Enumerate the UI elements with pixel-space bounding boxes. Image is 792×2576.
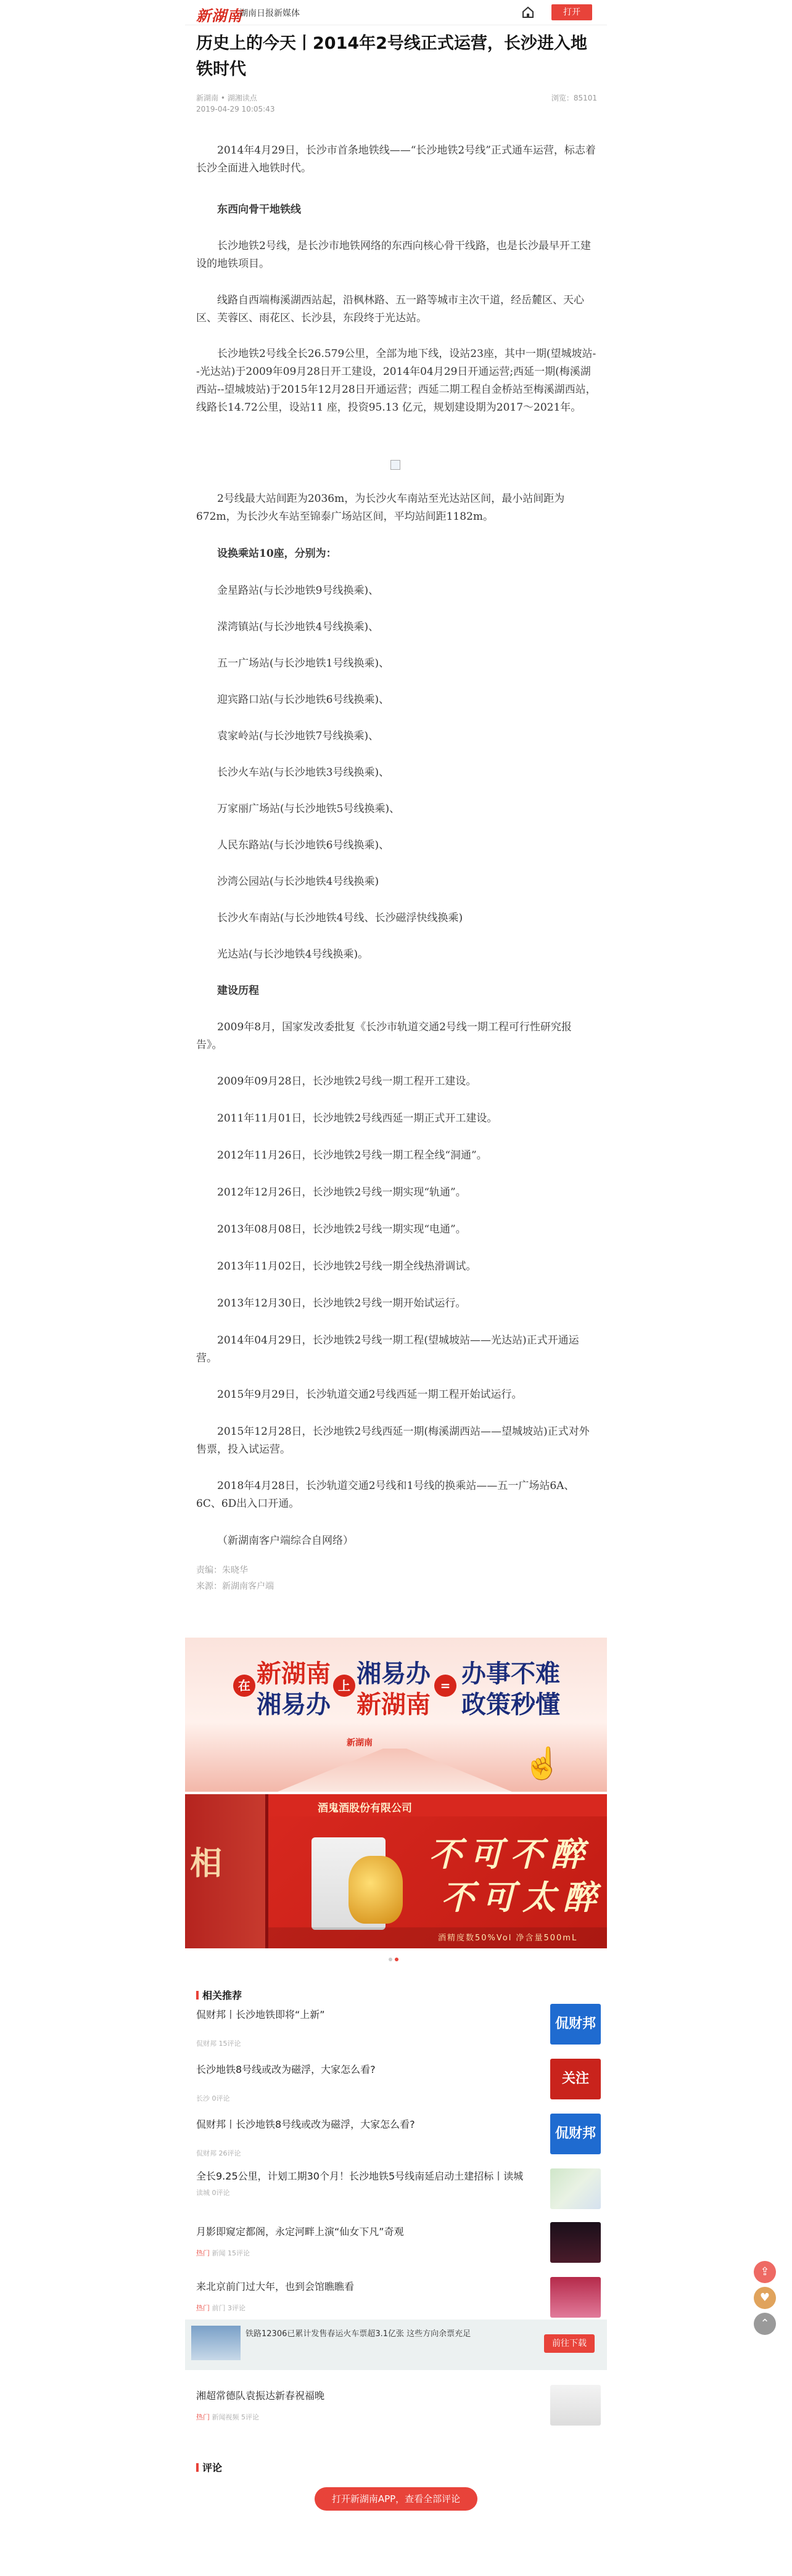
history-item: 2011年11月01日，长沙地铁2号线西延一期正式开工建设。 (217, 1112, 498, 1125)
station-item: 人民东路站(与长沙地铁6号线换乘)、 (217, 839, 390, 851)
related-meta: 侃财邦 26评论 (196, 2149, 241, 2157)
banner-footer-text: 酒精度数50%Vol 净含量500mL (438, 1934, 578, 1943)
station-item: 长沙火车南站(与长沙地铁4号线、长沙磁浮快线换乘) (217, 912, 463, 924)
subheading: 设换乘站10座，分别为： (217, 548, 337, 560)
related-thumbnail[interactable] (550, 2004, 601, 2045)
history-item: 2015年12月28日，长沙地铁2号线西延一期(梅溪湖西站——望城坡站)正式对外售票，投入试运营。 (196, 1425, 590, 1456)
station-item: 光达站(与长沙地铁4号线换乘)。 (217, 948, 369, 961)
related-meta: 读城 0评论 (196, 2189, 230, 2197)
related-meta: 侃财邦 15评论 (196, 2040, 241, 2048)
banner-logo: 新湖南 (347, 1738, 373, 1748)
banner-side-char: 相 (190, 1845, 223, 1882)
history-item: 2012年12月26日，长沙地铁2号线一期实现“轨通”。 (217, 1186, 466, 1199)
related-title[interactable]: 全长9.25公里，计划工期30个月！长沙地铁5号线南延启动土建招标丨读城 (196, 2170, 524, 2182)
station-item: 五一广场站(与长沙地铁1号线换乘)、 (217, 657, 390, 670)
related-meta-text: 新闻 15评论 (212, 2249, 250, 2257)
promo-thumbnail (191, 2326, 241, 2360)
related-meta (196, 2303, 542, 2313)
liquor-jar-image (349, 1856, 403, 1924)
related-title[interactable]: 侃财邦丨长沙地铁8号线或改为磁浮，大家怎么看? (196, 2119, 415, 2130)
related-thumbnail[interactable] (550, 2222, 601, 2263)
closing-note: （新湖南客户端综合自网络） (217, 1535, 353, 1547)
app-promo-bar[interactable] (185, 2320, 607, 2370)
comments-heading: 评论 (196, 2460, 222, 2474)
view-comments-button[interactable]: 打开新湖南APP，查看全部评论 (315, 2487, 477, 2511)
station-item: 沙湾公园站(与长沙地铁4号线换乘) (217, 876, 379, 888)
hot-badge: 热门 (196, 2304, 210, 2312)
home-icon[interactable] (521, 6, 535, 19)
open-app-button[interactable]: 打开 (551, 4, 592, 20)
history-item: 2009年8月，国家发改委批复《长沙市轨道交通2号线一期工程可行性研究报告》。 (196, 1021, 572, 1051)
company-name: 酒鬼酒股份有限公司 (318, 1802, 412, 1815)
map-thumbnail[interactable] (550, 2168, 601, 2209)
related-thumbnail[interactable] (550, 2114, 601, 2154)
history-item: 2013年12月30日，长沙地铁2号线一期开始试运行。 (217, 1297, 466, 1310)
slogan-line: 不可太醉 (441, 1877, 604, 1917)
related-item[interactable] (196, 2169, 542, 2197)
related-title[interactable]: 侃财邦丨长沙地铁即将“上新” (196, 2009, 325, 2020)
paragraph: 长沙地铁2号线，是长沙市地铁网络的东西向核心骨干线路，也是长沙最早开工建设的地铁项目。 (196, 240, 591, 270)
related-thumbnail[interactable] (550, 2385, 601, 2426)
carousel-dot-active[interactable] (395, 1958, 398, 1961)
station-item: 溁湾镇站(与长沙地铁4号线换乘)、 (217, 621, 379, 633)
thumb-label: 侃财邦 (555, 2016, 596, 2032)
article-title: 历史上的今天丨2014年2号线正式运营，长沙进入地铁时代 (196, 34, 587, 79)
paragraph: 2014年4月29日，长沙市首条地铁线——“长沙地铁2号线”正式通车运营，标志着长沙全面进入地铁时代。 (196, 144, 596, 174)
subheading: 建设历程 (217, 985, 259, 997)
related-meta: 长沙 0评论 (196, 2094, 230, 2102)
history-item: 2018年4月28日，长沙轨道交通2号线和1号线的换乘站——五一广场站6A、6C、6D出入口开通。 (196, 1480, 575, 1510)
banner-text: 政策秒懂 (461, 1691, 560, 1719)
related-heading: 相关推荐 (196, 1988, 242, 2002)
share-icon[interactable]: ⇪ (754, 2261, 776, 2283)
subheading: 东西向骨干地铁线 (217, 203, 301, 216)
station-item: 长沙火车站(与长沙地铁3号线换乘)、 (217, 766, 390, 779)
history-item: 2015年9月29日，长沙轨道交通2号线西延一期工程开始试运行。 (217, 1388, 522, 1401)
broken-image-icon (390, 460, 400, 470)
related-title[interactable]: 长沙地铁8号线或改为磁浮，大家怎么看? (196, 2064, 376, 2075)
ad-banner-xiangyiban[interactable] (185, 1638, 607, 1792)
history-item: 2013年08月08日，长沙地铁2号线一期实现“电通”。 (217, 1223, 466, 1236)
editor: 责编：朱晓华 (196, 1565, 248, 1575)
pointer-hand-icon: ☝ (523, 1745, 562, 1781)
banner-text: 办事不难 (461, 1660, 560, 1688)
paragraph: 线路自西端梅溪湖西站起，沿枫林路、五一路等城市主次干道，经岳麓区、天心区、芙蓉区、雨花区、长沙县，东段终于光达站。 (196, 294, 584, 324)
ad-banner-liquor[interactable] (185, 1794, 607, 1948)
thumb-label: 侃财邦 (555, 2126, 596, 2141)
related-title[interactable]: 月影即窥定都阁，永定河畔上演“仙女下凡”奇观 (196, 2226, 404, 2238)
history-item: 2009年09月28日，长沙地铁2号线一期工程开工建设。 (217, 1075, 477, 1088)
related-thumbnail[interactable] (550, 2059, 601, 2099)
related-title[interactable]: 湘超常德队袁振达新春祝福晚 (196, 2390, 325, 2402)
paragraph: 2号线最大站间距为2036m，为长沙火车南站至光达站区间，最小站间距为672m，为长沙火车站至锦泰广场站区间，平均站间距1182m。 (196, 493, 565, 523)
article-source: 新湖南 • 湖湘读点 (196, 94, 257, 102)
site-subtitle: 湖南日报新媒体 (239, 9, 300, 18)
top-bar (185, 0, 607, 25)
banner-circle: = (434, 1675, 456, 1697)
hot-badge: 热门 (196, 2249, 210, 2257)
station-item: 金星路站(与长沙地铁9号线换乘)、 (217, 585, 379, 597)
related-item[interactable] (196, 2389, 542, 2422)
station-item: 迎宾路口站(与长沙地铁6号线换乘)、 (217, 694, 390, 706)
banner-road (278, 1749, 512, 1792)
related-item[interactable] (196, 2279, 542, 2313)
related-title[interactable]: 来北京前门过大年，也到会馆瞧瞧看 (196, 2281, 355, 2292)
history-item: 2012年11月26日，长沙地铁2号线一期工程全线“洞通”。 (217, 1149, 487, 1162)
download-button[interactable]: 前往下载 (544, 2334, 595, 2353)
slogan-line: 不可不醉 (429, 1834, 592, 1874)
history-item: 2014年04月29日，长沙地铁2号线一期工程(望城坡站——光达站)正式开通运营。 (196, 1334, 579, 1364)
history-item: 2013年11月02日，长沙地铁2号线一期全线热滑调试。 (217, 1260, 477, 1273)
related-meta-text: 前门 3评论 (212, 2304, 245, 2312)
banner-text: 湘易办 (257, 1691, 331, 1719)
article-datetime: 2019-04-29 10:05:43 (196, 105, 275, 113)
carousel-dot[interactable] (389, 1958, 392, 1961)
banner-circle: 在 (233, 1675, 255, 1697)
related-item[interactable] (196, 2008, 542, 2048)
banner-text: 湘易办 (357, 1660, 431, 1688)
related-item[interactable] (196, 2117, 542, 2158)
station-item: 万家丽广场站(与长沙地铁5号线换乘)、 (217, 803, 400, 815)
banner-text: 新湖南 (257, 1660, 331, 1688)
related-meta-text: 新闻视频 5评论 (212, 2413, 259, 2421)
banner-text: 新湖南 (357, 1691, 431, 1719)
back-to-top-icon[interactable]: ⌃ (754, 2313, 776, 2335)
related-item[interactable] (196, 2225, 542, 2258)
thumb-label: 关注 (561, 2071, 589, 2086)
origin: 来源：新湖南客户端 (196, 1581, 274, 1591)
hot-badge: 热门 (196, 2413, 210, 2421)
related-meta (196, 2248, 542, 2258)
promo-text: 铁路12306已累计发售春运火车票超3.1亿张 这些方向余票充足 (245, 2329, 471, 2339)
banner-side-panel (185, 1794, 265, 1948)
article-views: 浏览：85101 (551, 94, 597, 102)
related-meta (196, 2412, 542, 2422)
paragraph: 长沙地铁2号线全长26.579公里，全部为地下线，设站23座，其中一期(望城坡站--光达站)于2009年09月28日开工建设，2014年04月29日开通运营;西延一期(梅溪湖西站--望城坡站)于2015年12月28日开通运营；西延二期工程自金桥站至梅溪湖西站，线路长14.72公里，设站11 座，投资95.13 亿元，规划建设期为2017～2021年。 (196, 348, 596, 414)
related-thumbnail[interactable] (550, 2277, 601, 2318)
related-item[interactable] (196, 2062, 542, 2103)
banner-circle: 上 (333, 1675, 355, 1697)
station-item: 袁家岭站(与长沙地铁7号线换乘)、 (217, 730, 379, 742)
like-icon[interactable]: ♥ (754, 2287, 776, 2309)
site-logo[interactable]: 新湖南 (196, 7, 242, 25)
